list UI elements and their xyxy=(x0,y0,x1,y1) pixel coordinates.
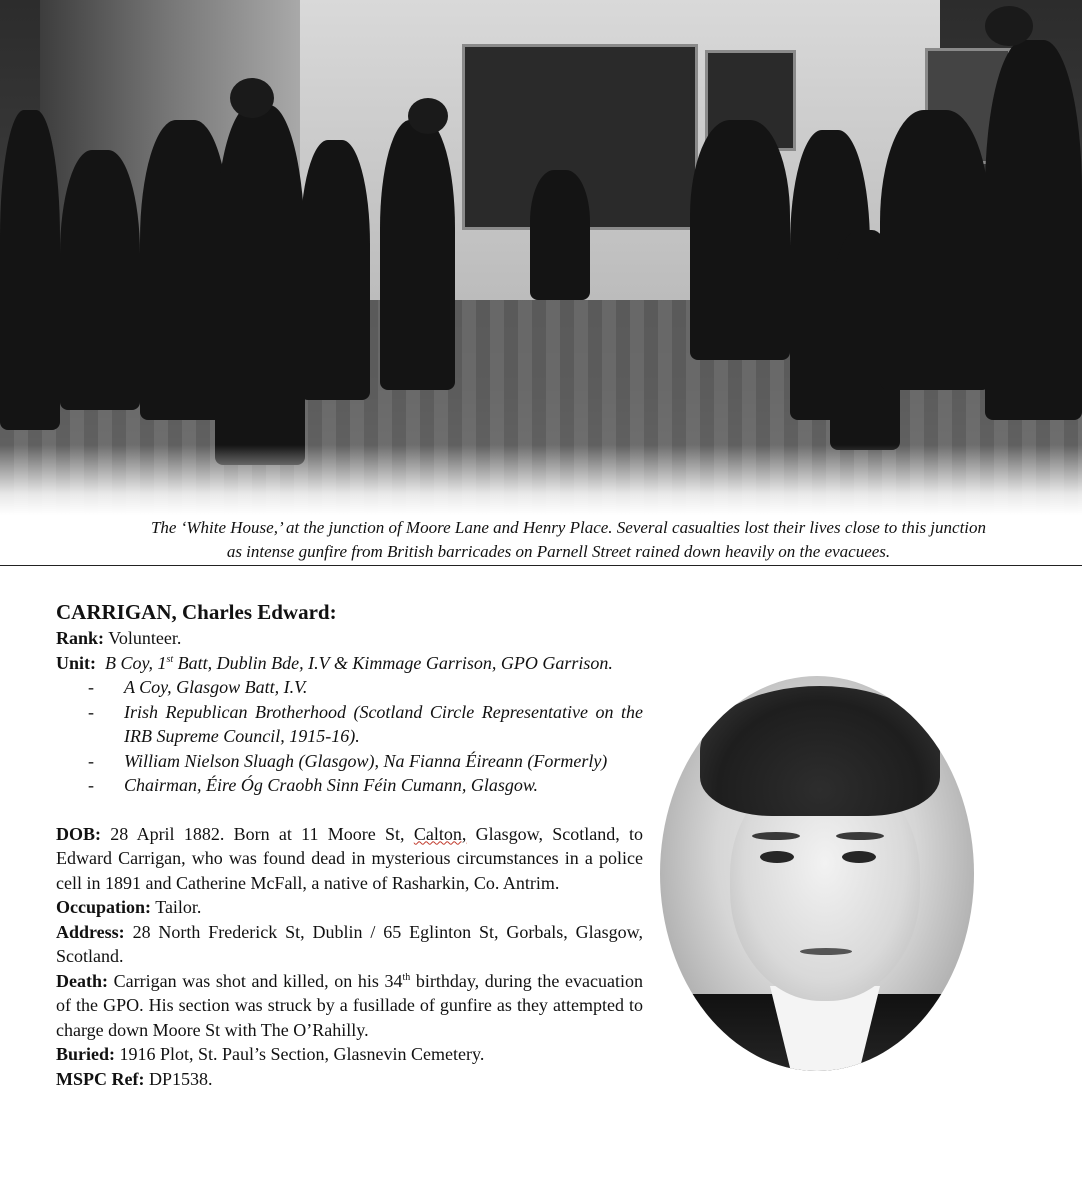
caption-line-1: The ‘White House,’ at the junction of Moore Lane and Henry Place. Several casualties lost their lives close to this junction xyxy=(150,518,987,537)
photo-caption xyxy=(0,516,1082,566)
photo-hat xyxy=(985,6,1033,46)
photo-crowd-figure xyxy=(300,140,370,400)
unit-line xyxy=(56,651,643,676)
buried-line xyxy=(56,1042,643,1067)
rank-value: Volunteer. xyxy=(108,628,182,648)
occupation-value: Tailor. xyxy=(155,897,202,917)
photo-crowd-figure xyxy=(0,110,60,430)
photo-crowd-figure xyxy=(60,150,140,410)
portrait-photo xyxy=(660,676,974,1071)
buried-value: 1916 Plot, St. Paul’s Section, Glasnevin Cemetery. xyxy=(119,1044,485,1064)
unit-list xyxy=(56,675,643,798)
dob-value-part: Glasgow, Scotland, to Edward Carrigan, who was found dead in mysterious circumstances in a police cell in 1891 and Catherine McFall, a native of Rasharkin, Co. Antrim. xyxy=(56,823,643,893)
death-label: Death: xyxy=(56,970,108,991)
biography-entry xyxy=(56,598,643,1091)
portrait-mouth xyxy=(800,948,852,955)
dob-line xyxy=(56,822,643,896)
death-value-part: birthday, during the evacuation of the GPO. His section was struck by a fusillade of gunfire as they attempted to charge down Moore St with The O’Rahilly. xyxy=(56,970,643,1040)
photo-crowd-figure xyxy=(215,105,305,465)
dob-value-part: 28 April 1882. Born at 11 Moore St, xyxy=(110,823,414,844)
person-name: CARRIGAN, Charles Edward: xyxy=(56,600,337,624)
unit-ordinal: st xyxy=(166,653,174,665)
rank-label: Rank: xyxy=(56,628,105,648)
rank-line xyxy=(56,626,643,651)
mspc-value: DP1538. xyxy=(148,1068,213,1089)
death-line xyxy=(56,969,643,1043)
unit-list-text: Irish Republican Brotherhood (Scotland Circle Representative on the IRB Supreme Council, 1915-16). xyxy=(124,701,643,746)
occupation-label: Occupation: xyxy=(56,897,152,917)
caption-line-2: as intense gunfire from British barricades on Parnell Street rained down heavily on the evacuees. xyxy=(226,542,891,561)
portrait-eye xyxy=(760,851,794,863)
occupation-line xyxy=(56,895,643,920)
unit-list-item: - Irish Republican Brotherhood (Scotland Circle Representative on the IRB Supreme Council, 1915-16). xyxy=(88,701,643,746)
mspc-line xyxy=(56,1067,643,1092)
unit-label: Unit: xyxy=(56,652,96,673)
unit-value-part: Batt, Dublin Bde, I.V & Kimmage Garrison, GPO Garrison. xyxy=(173,652,613,673)
photo-crowd-figure xyxy=(880,110,990,390)
photo-fade xyxy=(0,445,1082,515)
photo-hat xyxy=(408,98,448,134)
death-ordinal: th xyxy=(402,971,411,983)
unit-list-item: - Chairman, Éire Óg Craobh Sinn Féin Cumann, Glasgow. xyxy=(88,775,539,795)
photo-crowd-figure xyxy=(380,120,455,390)
caption-divider xyxy=(0,565,1082,566)
photo-hat xyxy=(230,78,274,118)
paragraph-gap xyxy=(56,798,643,822)
death-value-part: Carrigan was shot and killed, on his 34 xyxy=(113,970,403,991)
mspc-label: MSPC Ref: xyxy=(56,1068,145,1089)
dob-label: DOB: xyxy=(56,823,101,844)
photo-crowd-figure xyxy=(985,40,1082,420)
unit-value-part: B Coy, 1 xyxy=(105,652,167,673)
address-label: Address: xyxy=(56,921,125,942)
portrait-brow xyxy=(752,832,800,840)
address-value: 28 North Frederick St, Dublin / 65 Eglinton St, Gorbals, Glasgow, Scotland. xyxy=(56,921,643,966)
address-line xyxy=(56,920,643,969)
unit-value xyxy=(105,653,613,673)
unit-list-text: Chairman, Éire Óg Craobh Sinn Féin Cumann, Glasgow. xyxy=(124,775,539,795)
buried-label: Buried: xyxy=(56,1044,116,1064)
portrait-eye xyxy=(842,851,876,863)
unit-list-text: A Coy, Glasgow Batt, I.V. xyxy=(124,677,308,697)
spellcheck-word: Calton, xyxy=(413,823,467,844)
portrait-hair xyxy=(700,686,940,816)
photo-crowd-figure xyxy=(530,170,590,300)
portrait-brow xyxy=(836,832,884,840)
unit-list-item: - A Coy, Glasgow Batt, I.V. xyxy=(88,677,308,697)
photo-crowd-figure xyxy=(690,120,790,360)
unit-list-item: - William Nielson Sluagh (Glasgow), Na Fianna Éireann (Formerly) xyxy=(88,750,608,771)
unit-list-text: William Nielson Sluagh (Glasgow), Na Fianna Éireann (Formerly) xyxy=(124,750,608,771)
street-photograph xyxy=(0,0,1082,515)
